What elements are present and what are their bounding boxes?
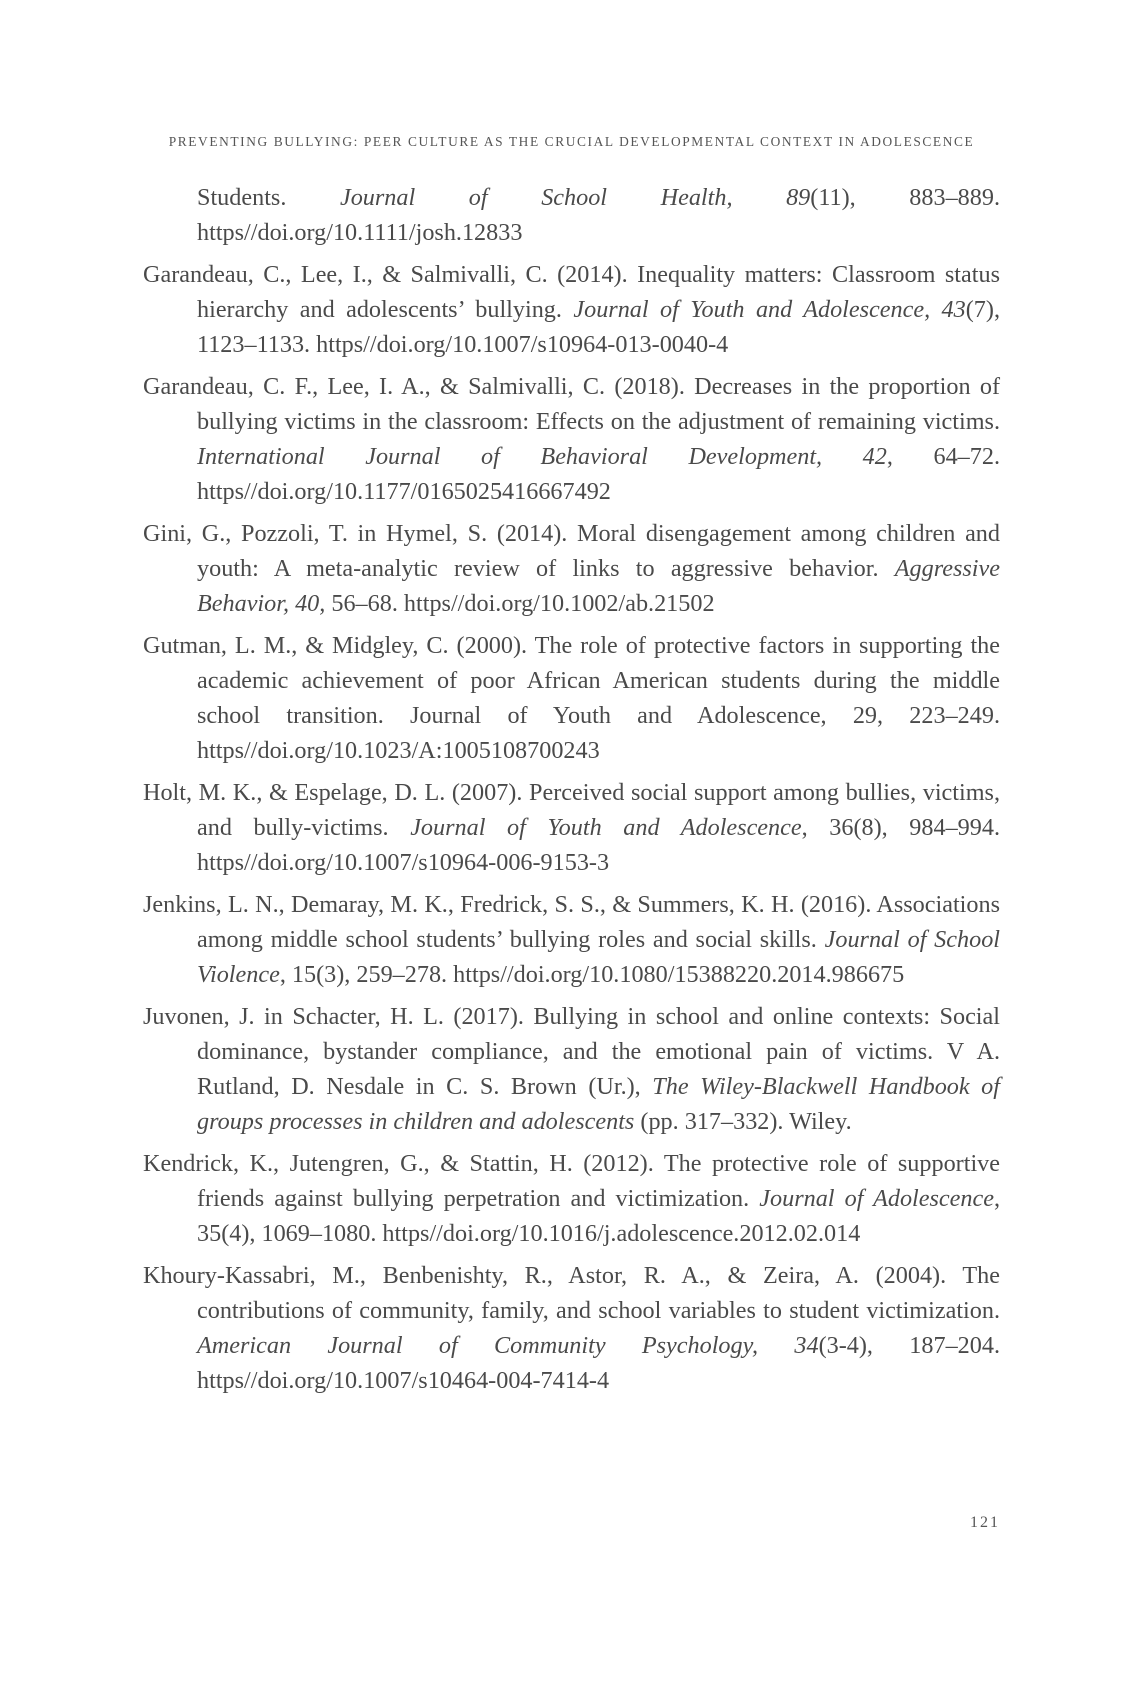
reference-entry (143, 1146, 1000, 1251)
reference-journal: Aggressive Behavior, 40, (197, 555, 1000, 617)
reference-journal: American Journal of Community Psychology, 34 (197, 1332, 819, 1359)
reference-journal: Journal of School Health, 89 (339, 184, 811, 211)
reference-entry (143, 1258, 1000, 1398)
reference-entry (143, 775, 1000, 880)
reference-entry (143, 887, 1000, 992)
running-head: PREVENTING BULLYING: PEER CULTURE AS THE CRUCIAL DEVELOPMENTAL CONTEXT IN ADOLESCENCE (168, 134, 975, 149)
reference-entry (143, 628, 1000, 768)
reference-journal: International Journal of Behavioral Development, 42 (197, 443, 887, 470)
reference-lead: Garandeau, C., Lee, I., & Salmivalli, C. (2014). Inequality matters: Classroom status hierarchy and adolescents’ bullying. (143, 261, 1000, 323)
reference-lead: Holt, M. K., & Espelage, D. L. (2007). Perceived social support among bullies, victims, and bully-victims. (143, 779, 1000, 841)
reference-journal: Journal of School Violence (197, 926, 1001, 988)
reference-lead: Khoury-Kassabri, M., Benbenishty, R., Astor, R. A., & Zeira, A. (2004). The contributions of community, family, and school variables to student victimization. (143, 1262, 1000, 1324)
reference-entry (143, 257, 1000, 362)
reference-lead: Students. (197, 184, 340, 211)
reference-rest: 56–68. https//doi.org/10.1002/ab.21502 (325, 590, 715, 617)
reference-entry (143, 999, 1000, 1139)
reference-rest: , 15(3), 259–278. https//doi.org/10.1080/15388220.2014.986675 (279, 961, 905, 988)
reference-journal: Journal of Youth and Adolescence (410, 814, 802, 841)
reference-rest: (7), 1123–1133. https//doi.org/10.1007/s10964-013-0040-4 (197, 296, 1000, 358)
reference-lead: Gini, G., Pozzoli, T. in Hymel, S. (2014). Moral disengagement among children and youth: A meta-analytic review of links to aggressive behavior. (143, 520, 1000, 582)
page-number: 121 (970, 1514, 1000, 1531)
reference-journal: The Wiley-Blackwell Handbook of groups processes in children and adolescents (197, 1073, 1000, 1135)
reference-rest: (pp. 317–332). Wiley. (634, 1108, 852, 1135)
reference-rest: , 64–72. https//doi.org/10.1177/0165025416667492 (197, 443, 1001, 505)
reference-lead: Jenkins, L. N., Demaray, M. K., Fredrick, S. S., & Summers, K. H. (2016). Associations among middle school students’ bullying roles and social skills. (143, 891, 1000, 953)
reference-rest: (3-4), 187–204. https//doi.org/10.1007/s10464-004-7414-4 (197, 1332, 1000, 1394)
reference-entry (143, 180, 1000, 250)
reference-rest: (11), 883–889. https//doi.org/10.1111/josh.12833 (197, 184, 1001, 246)
reference-journal: Journal of Adolescence (759, 1185, 994, 1212)
reference-rest: , 36(8), 984–994. https//doi.org/10.1007/s10964-006-9153-3 (197, 814, 1001, 876)
reference-list (143, 180, 1000, 1405)
reference-journal: Journal of Youth and Adolescence, 43 (573, 296, 966, 323)
reference-lead: Kendrick, K., Jutengren, G., & Stattin, H. (2012). The protective role of supportive friends against bullying perpetration and victimization. (143, 1150, 1000, 1212)
reference-lead: Juvonen, J. in Schacter, H. L. (2017). Bullying in school and online contexts: Social dominance, bystander compliance, and the emotional pain of victims. V A. Rutland, D. Nesdale in C. S. Brown (Ur.), (143, 1003, 1000, 1100)
reference-rest: , 35(4), 1069–1080. https//doi.org/10.1016/j.adolescence.2012.02.014 (197, 1185, 1000, 1247)
reference-entry (143, 369, 1000, 509)
reference-lead: Garandeau, C. F., Lee, I. A., & Salmivalli, C. (2018). Decreases in the proportion of bullying victims in the classroom: Effects on the adjustment of remaining victims. (143, 373, 1000, 435)
reference-entry (143, 516, 1000, 621)
reference-lead: Gutman, L. M., & Midgley, C. (2000). The role of protective factors in supporting the academic achievement of poor African American students during the middle school transition. Journal of Youth and Adolescence, 29, 223–249. https//doi.org/10.1023/A:1005108700243 (143, 632, 1000, 764)
